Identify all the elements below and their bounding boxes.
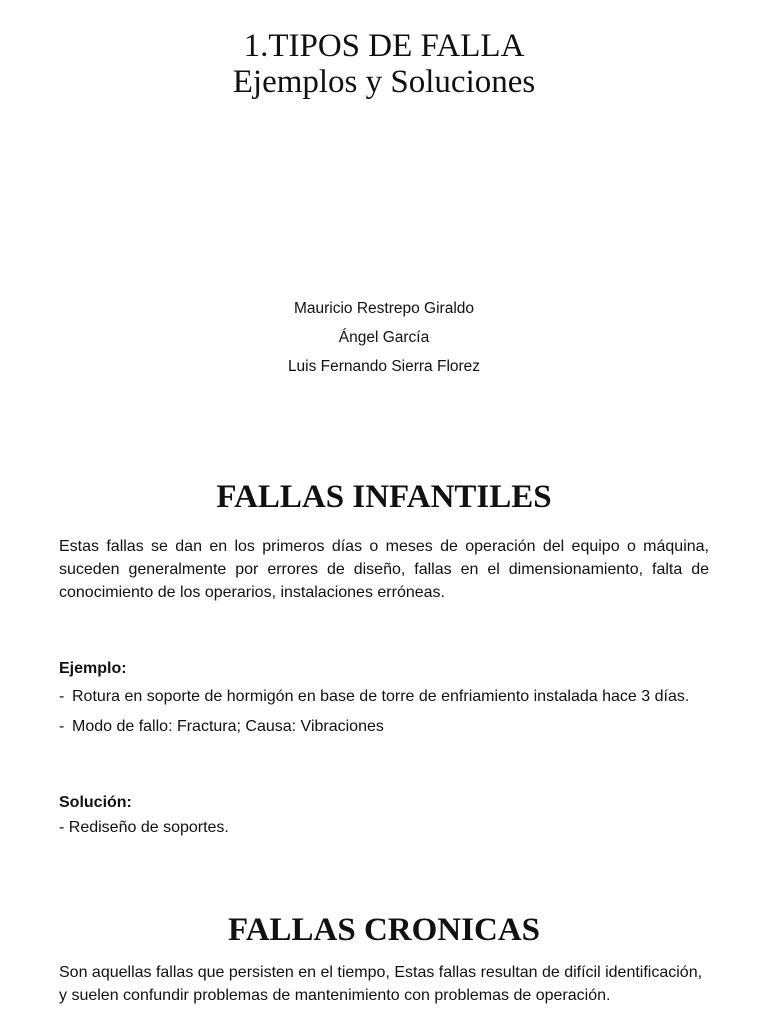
title-line-1: 1.TIPOS DE FALLA xyxy=(243,28,525,64)
example-list xyxy=(59,686,709,746)
document-title xyxy=(0,28,768,100)
list-item xyxy=(59,686,709,708)
solution-text: - Rediseño de soportes. xyxy=(59,819,229,836)
solution-label: Solución: xyxy=(59,794,132,811)
example-label: Ejemplo: xyxy=(59,660,127,677)
title-line-2: Ejemplos y Soluciones xyxy=(232,64,536,100)
section-heading-infantiles: FALLAS INFANTILES xyxy=(216,479,552,515)
author-list xyxy=(0,294,768,381)
section-heading-cronicas: FALLAS CRONICAS xyxy=(227,912,541,948)
author-name: Luis Fernando Sierra Florez xyxy=(287,358,481,375)
bullet-dash: - xyxy=(59,688,65,705)
list-item xyxy=(59,716,709,738)
bullet-dash: - xyxy=(59,718,65,735)
example-text: Modo de fallo: Fractura; Causa: Vibraciones xyxy=(72,718,384,735)
author-name: Mauricio Restrepo Giraldo xyxy=(293,300,475,317)
cronicas-description: Son aquellas fallas que persisten en el tiempo, Estas fallas resultan de difícil identificación, y suelen confundir problemas de mantenimiento con problemas de operación. xyxy=(59,964,703,1004)
infantiles-description: Estas fallas se dan en los primeros días o meses de operación del equipo o máquina, suceden generalmente por errores de diseño, fallas en el dimensionamiento, falta de conocimiento de los operarios, instalaciones erróneas. xyxy=(59,538,709,601)
author-name: Ángel García xyxy=(338,329,430,346)
example-text: Rotura en soporte de hormigón en base de torre de enfriamiento instalada hace 3 días. xyxy=(72,688,690,705)
